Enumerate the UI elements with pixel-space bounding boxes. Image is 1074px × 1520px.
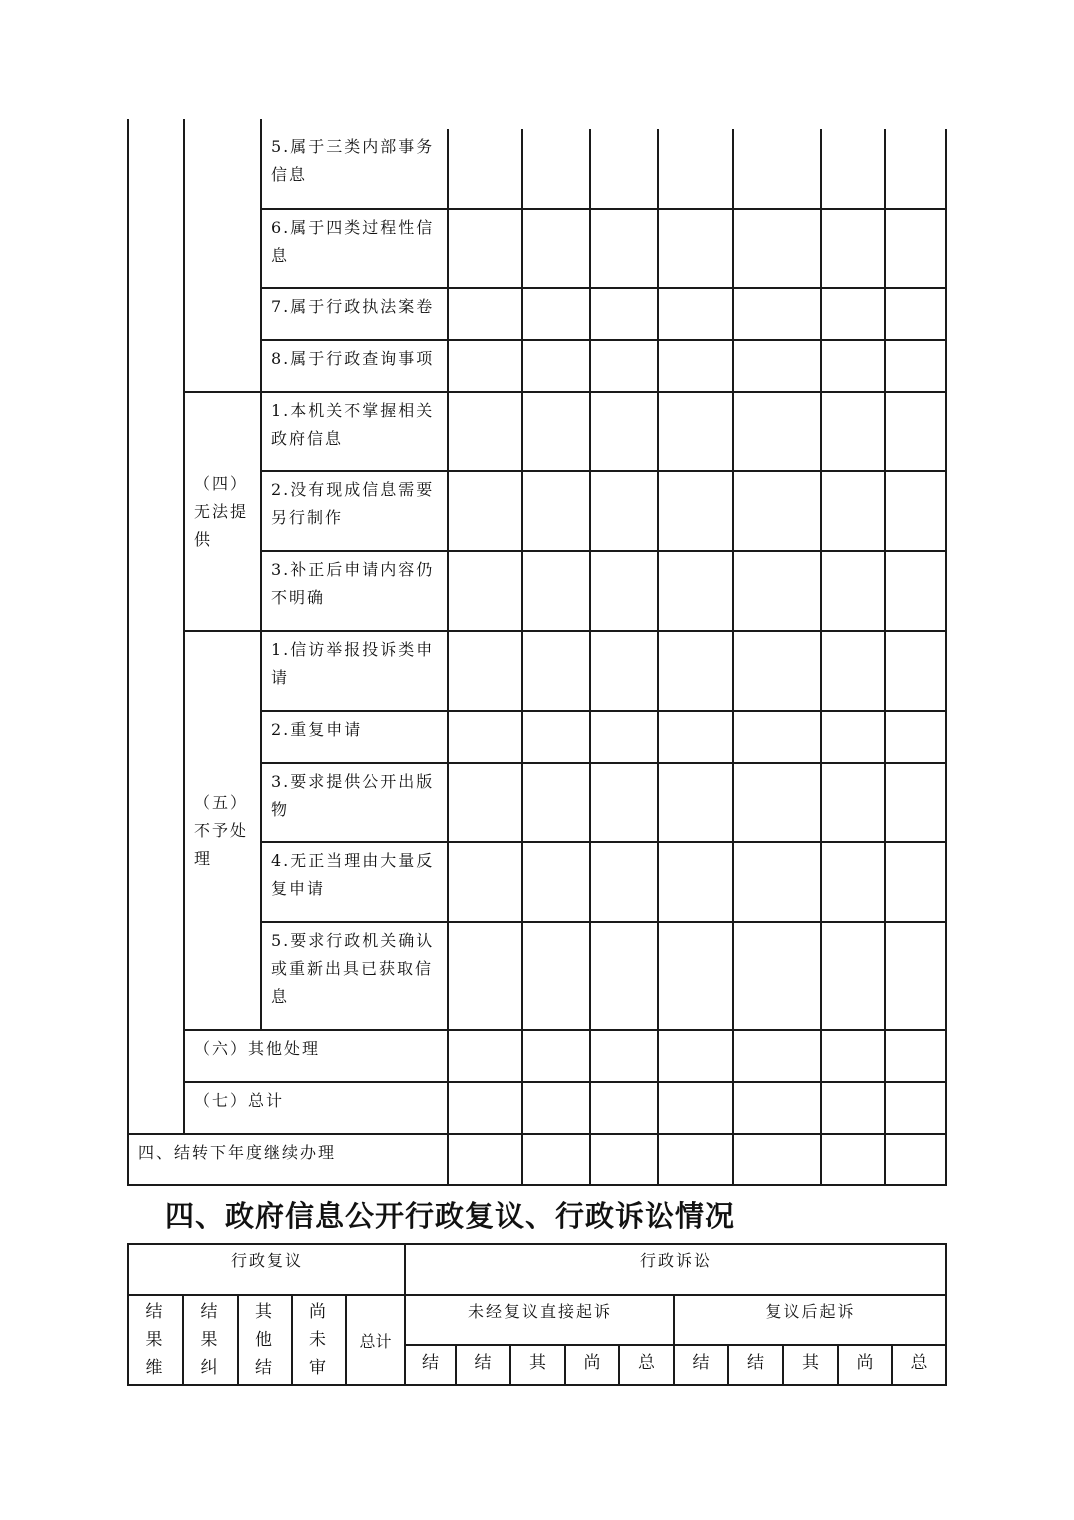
sub-column-text: 尚 [856,1353,874,1373]
data-cell [820,1081,886,1135]
data-cell [732,1081,822,1135]
data-cell [884,921,947,1031]
data-cell [447,1133,523,1186]
section-title: 四、政府信息公开行政复议、行政诉讼情况 [165,1199,736,1233]
item-label: 2.没有现成信息需要另行制作 [271,480,435,527]
data-cell [820,1133,886,1186]
header-char: 维 [145,1358,163,1378]
sub-column-text: 其 [802,1353,819,1373]
data-cell [884,1081,947,1135]
data-cell [521,287,591,341]
data-cell [657,339,734,393]
item-label-cell [260,208,449,289]
litigation-header-text: 行政诉讼 [639,1251,712,1270]
data-cell [521,391,591,472]
header-char: 纠 [200,1358,218,1378]
item-label-cell [260,710,449,764]
data-cell [820,630,886,712]
data-cell [589,339,659,393]
data-cell [884,391,947,472]
other-row-label-text: （六）其他处理 [194,1039,321,1058]
data-cell [820,550,886,632]
header-char: 他 [255,1330,272,1350]
group-label-line: （四） [194,473,249,493]
header-char: 结 [200,1302,218,1322]
data-cell [820,339,886,393]
litigation-header [404,1243,947,1296]
total-row-label [183,1081,449,1135]
header-char: 审 [309,1358,326,1378]
data-cell [521,208,591,289]
group-cell-group5 [183,630,262,1031]
group-label-line: 无法提 [194,501,249,521]
item-label-cell [260,550,449,632]
data-cell [447,762,523,843]
carryover-text: 四、结转下年度继续办理 [138,1143,337,1162]
sub-column-text: 结 [692,1353,710,1373]
data-cell [657,287,734,341]
data-cell [589,1081,659,1135]
data-cell [521,129,591,210]
review-total-text: 总计 [359,1331,392,1351]
other-row-label [183,1029,449,1083]
review-column-header [127,1294,184,1386]
data-cell [820,841,886,923]
data-cell [884,1133,947,1186]
group-label-line: 理 [194,848,213,868]
header-char: 结 [255,1358,272,1378]
data-cell [447,129,523,210]
group-label [185,470,248,554]
sub-column-text: 尚 [583,1353,601,1373]
item-label: 1.本机关不掌握相关政府信息 [271,401,435,448]
data-cell [589,470,659,552]
data-cell [820,287,886,341]
data-cell [657,710,734,764]
sub-column-text: 结 [474,1353,492,1373]
data-cell [820,208,886,289]
data-cell [657,550,734,632]
data-cell [820,1029,886,1083]
header-char: 果 [145,1330,163,1350]
data-cell [657,1081,734,1135]
vertical-header [146,1296,166,1382]
sub-column-text: 其 [529,1353,546,1373]
data-cell [521,710,591,764]
header-char: 尚 [309,1302,326,1322]
data-cell [447,287,523,341]
data-cell [447,208,523,289]
sub-column-header [891,1344,947,1386]
data-cell [447,710,523,764]
data-cell [521,921,591,1031]
group-label-line: 不予处 [194,820,249,840]
data-cell [732,630,822,712]
item-label-cell [260,287,449,341]
data-cell [884,841,947,923]
data-cell [589,710,659,764]
group-cell-group4 [183,391,262,632]
data-cell [732,287,822,341]
data-cell [447,630,523,712]
group-label [185,789,248,873]
data-cell [521,1133,591,1186]
data-cell [589,762,659,843]
data-cell [589,208,659,289]
review-column-header [182,1294,239,1386]
carryover-row-label [127,1133,449,1186]
data-cell [521,1029,591,1083]
data-cell [589,630,659,712]
item-label: 3.补正后申请内容仍不明确 [271,560,435,607]
after-review-header [673,1294,947,1346]
data-cell [521,762,591,843]
data-cell [657,921,734,1031]
data-cell [521,1081,591,1135]
data-cell [820,921,886,1031]
group-label-line: 供 [194,529,213,549]
item-label: 3.要求提供公开出版物 [271,772,435,819]
vertical-header [201,1296,221,1382]
data-cell [589,129,659,210]
data-cell [589,550,659,632]
data-cell [657,841,734,923]
outer-category-column [127,119,185,1135]
review-column-header [291,1294,347,1386]
data-cell [589,287,659,341]
sub-column-header [455,1344,511,1386]
sub-column-header [727,1344,784,1386]
data-cell [884,339,947,393]
item-label: 5.要求行政机关确认或重新出具已获取信息 [271,931,435,1006]
after-review-text: 复议后起诉 [765,1302,856,1321]
data-cell [589,391,659,472]
sub-column-header [618,1344,675,1386]
data-cell [589,1133,659,1186]
data-cell [521,630,591,712]
item-label-cell [260,921,449,1031]
data-cell [447,1081,523,1135]
data-cell [657,1133,734,1186]
item-label: 8.属于行政查询事项 [271,349,435,368]
data-cell [732,550,822,632]
sub-column-header [673,1344,729,1386]
data-cell [657,470,734,552]
data-cell [884,129,947,210]
data-cell [657,129,734,210]
sub-column-header [837,1344,893,1386]
data-cell [732,710,822,764]
data-cell [820,470,886,552]
review-column-header [237,1294,293,1386]
data-cell [732,1029,822,1083]
data-cell [732,339,822,393]
data-cell [884,762,947,843]
group-label-line: （五） [194,792,249,812]
data-cell [589,841,659,923]
data-cell [447,550,523,632]
group-cell-3 [183,119,262,393]
data-cell [732,1133,822,1186]
header-char: 结 [145,1302,163,1322]
sub-column-text: 结 [747,1353,764,1373]
review-header [127,1243,406,1296]
sub-column-text: 总 [910,1353,928,1373]
item-label-cell [260,339,449,393]
data-cell [589,921,659,1031]
item-label-cell [260,470,449,552]
data-cell [884,630,947,712]
data-cell [732,841,822,923]
data-cell [657,762,734,843]
header-char: 未 [309,1330,326,1350]
sub-column-text: 结 [422,1353,439,1373]
item-label: 4.无正当理由大量反复申请 [271,851,435,898]
sub-column-header [782,1344,839,1386]
data-cell [884,470,947,552]
data-cell [589,1029,659,1083]
sub-column-header [404,1344,457,1386]
data-cell [447,921,523,1031]
data-cell [657,391,734,472]
vertical-header [255,1296,275,1382]
data-cell [884,287,947,341]
header-char: 果 [200,1330,218,1350]
data-cell [657,630,734,712]
item-label: 5.属于三类内部事务信息 [271,137,435,184]
direct-suit-header [404,1294,675,1346]
data-cell [820,129,886,210]
item-label-cell [260,630,449,712]
sub-column-header [509,1344,566,1386]
data-cell [657,1029,734,1083]
data-cell [521,841,591,923]
data-cell [732,391,822,472]
data-cell [820,710,886,764]
data-cell [820,762,886,843]
data-cell [884,208,947,289]
data-cell [884,1029,947,1083]
vertical-header [309,1296,329,1382]
data-cell [732,921,822,1031]
data-cell [447,339,523,393]
review-header-text: 行政复议 [230,1251,303,1270]
item-label-cell [260,762,449,843]
item-label: 7.属于行政执法案卷 [271,297,435,316]
data-cell [447,1029,523,1083]
data-cell [732,762,822,843]
item-label-cell [260,841,449,923]
data-cell [657,208,734,289]
total-row-label-text: （七）总计 [194,1091,285,1110]
data-cell [884,550,947,632]
header-char: 其 [255,1302,272,1322]
data-cell [521,339,591,393]
sub-column-text: 总 [638,1353,655,1373]
item-label-cell [260,129,449,210]
direct-suit-text: 未经复议直接起诉 [467,1302,612,1321]
item-label-cell [260,391,449,472]
data-cell [521,550,591,632]
data-cell [447,391,523,472]
data-cell [447,470,523,552]
review-total-header [345,1294,406,1386]
item-label: 1.信访举报投诉类申请 [271,640,435,687]
data-cell [732,470,822,552]
data-cell [732,208,822,289]
item-label: 6.属于四类过程性信息 [271,218,435,265]
sub-column-header [564,1344,620,1386]
data-cell [447,841,523,923]
item-label: 2.重复申请 [271,720,363,739]
data-cell [820,391,886,472]
data-cell [884,710,947,764]
data-cell [732,129,822,210]
data-cell [521,470,591,552]
